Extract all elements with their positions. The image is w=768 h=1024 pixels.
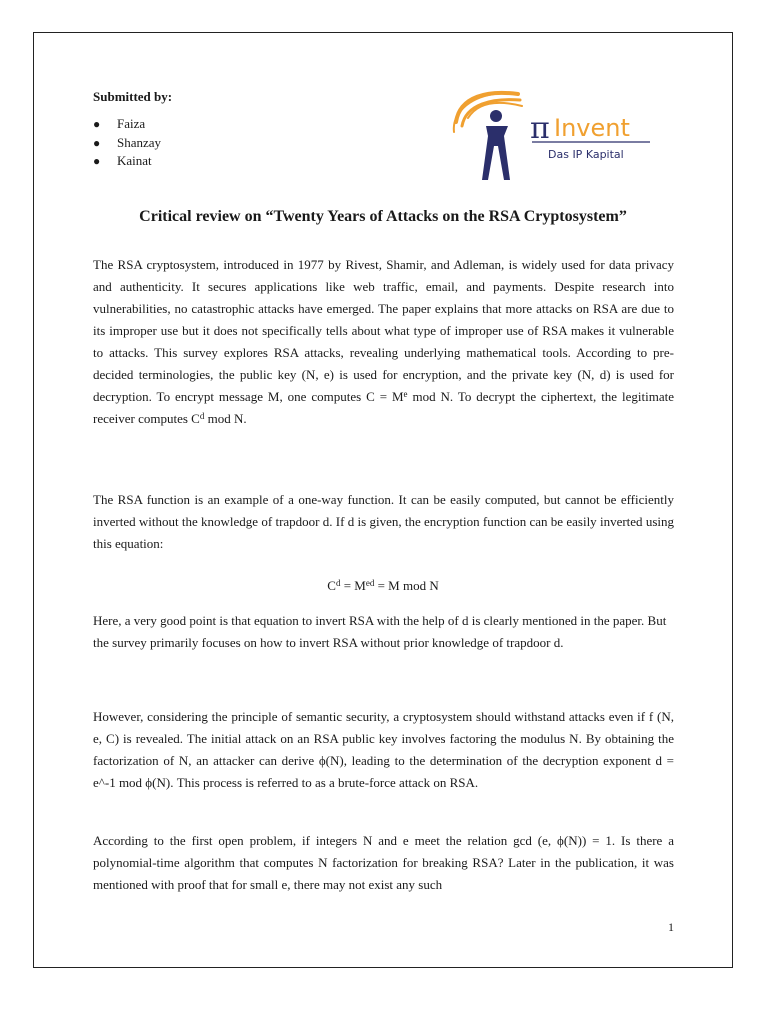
bullet-icon: ● xyxy=(93,117,101,131)
bullet-icon: ● xyxy=(93,135,101,150)
logo-pi-symbol: π xyxy=(530,111,550,146)
list-item xyxy=(93,152,161,171)
list-item xyxy=(93,115,161,134)
paragraph-intro: The RSA cryptosystem, introduced in 1977 by Rivest, Shamir, and Adleman, is widely used for data privacy and authenticity. It secures applications like web traffic, email, and payments. Despite research into vulnerabilities, no catastrophic attacks have emerged. The paper explains that more attacks on RSA are due to its improper use but it does not specifically tells about what type of improper use of RSA makes it vulnerable to attacks. This survey explores RSA attacks, revealing underlying mathematical tools. According to pre-decided terminologies, the public key (N, e) is used for encryption, and the private key (N, d) is used for decryption. To encrypt message M, one computes $C = M^e$ mod N. To decrypt the ciphertext, the legitimate receiver computes $C^d$ mod N. xyxy=(93,257,674,426)
paragraph-one-way-function: The RSA function is an example of a one-way function. It can be easily computed, but cannot be efficiently inverted without the knowledge of trapdoor d. If d is given, the encryption function can be easily inverted using this equation: xyxy=(93,492,674,551)
rsa-equation: $C^d = M^{ed} = M$ mod N xyxy=(327,578,439,593)
list-item xyxy=(93,134,161,153)
pi-invent-logo xyxy=(448,84,658,184)
author-name: Faiza xyxy=(117,116,146,131)
logo-figure-icon xyxy=(482,110,510,180)
page-number: 1 xyxy=(668,920,674,934)
author-list xyxy=(93,115,161,171)
author-name: Shanzay xyxy=(117,134,162,150)
logo-brand: Invent xyxy=(554,114,630,142)
paragraph-open-problem: According to the first open problem, if integers N and e meet the relation gcd (e, ϕ(N)) = 1. Is there a polynomial-time algorithm that computes N factorization for breaking RSA? Later in the publication, it was mentioned with proof that for small e, there may not exist any such xyxy=(93,833,674,892)
author-name: Kainat xyxy=(117,153,152,168)
bullet-icon: ● xyxy=(93,154,101,168)
submitted-by-label: Submitted by: xyxy=(93,89,173,104)
paragraph-semantic-security: However, considering the principle of semantic security, a cryptosystem should withstand attacks even if f (N, e, C) is revealed. The initial attack on an RSA public key involves factoring the modulus N. By obtaining the factorization of N, an attacker can derive ϕ(N), leading to the determination of the decryption exponent d = e^-1 mod ϕ(N). This process is referred to as a brute-force attack on RSA. xyxy=(93,709,674,790)
paragraph-invert-rsa: Here, a very good point is that equation to invert RSA with the help of d is clearly mentioned in the paper. But the survey primarily focuses on how to invert RSA without prior knowledge of trapdoor d. xyxy=(93,613,667,650)
logo-tagline: Das IP Kapital xyxy=(548,148,624,161)
document-title: Critical review on “Twenty Years of Attacks on the RSA Cryptosystem” xyxy=(139,208,627,225)
